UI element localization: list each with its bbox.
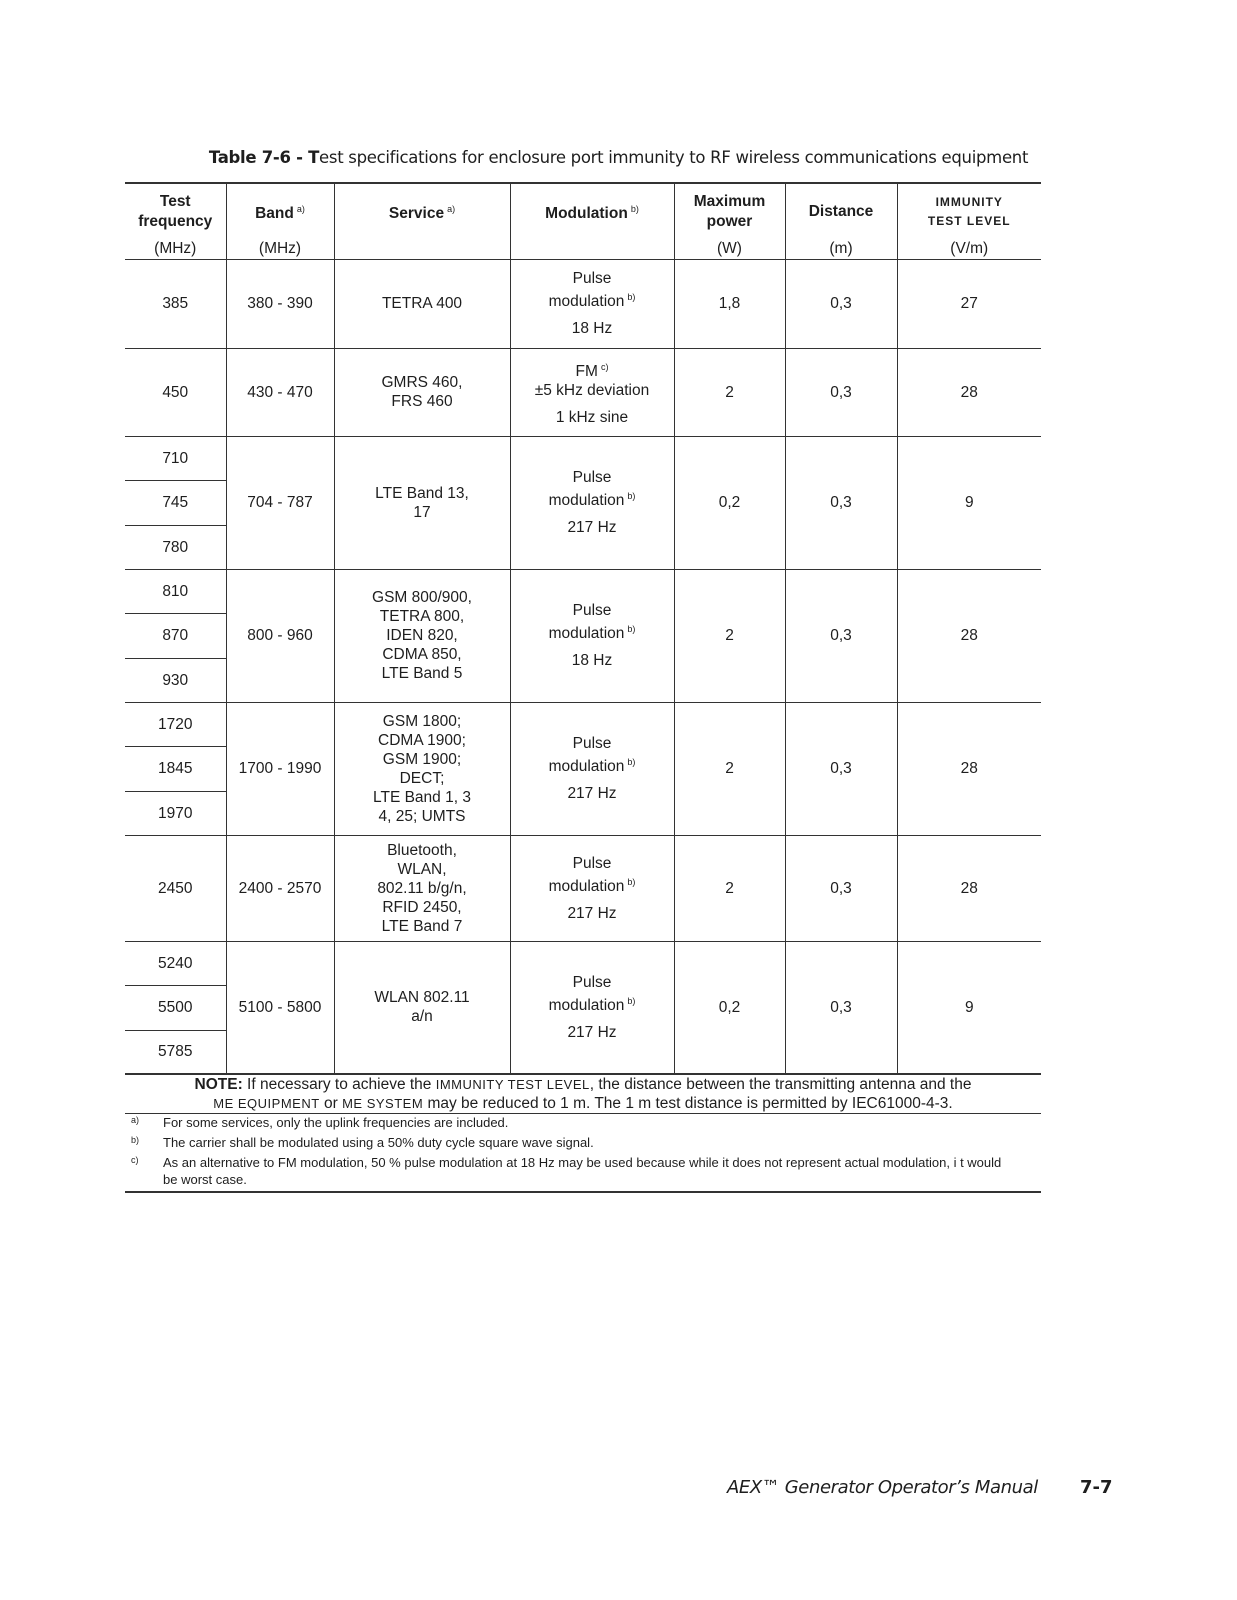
band-cell: 430 - 470 <box>226 348 334 436</box>
max-power-cell: 2 <box>674 348 785 436</box>
footnotes-cell <box>125 1114 1041 1193</box>
table-caption <box>0 148 1237 167</box>
test-frequency-cell: 450 <box>125 348 226 436</box>
service-line: GMRS 460, <box>381 374 463 391</box>
service-line: GSM 800/900, <box>372 589 472 606</box>
test-frequency-cell: 2450 <box>125 835 226 941</box>
table-row <box>125 702 1041 746</box>
service-line: CDMA 1900; <box>378 731 466 749</box>
header-max-power <box>674 183 785 239</box>
test-frequency-cell: 5240 <box>125 941 226 985</box>
immunity-spec-table <box>125 182 1041 1193</box>
modulation-sup: c) <box>600 361 609 372</box>
service-line: a/n <box>411 1008 433 1026</box>
max-power-cell: 2 <box>674 702 785 835</box>
note-text: , the distance between the transmitting antenna and the <box>589 1076 972 1093</box>
table-row <box>125 835 1041 941</box>
service-line: TETRA 800, <box>379 608 465 625</box>
band-cell: 5100 - 5800 <box>226 941 334 1074</box>
header-units-row <box>125 239 1041 259</box>
table-row <box>125 436 1041 480</box>
header-service-label: Service <box>388 204 445 222</box>
max-power-cell: 2 <box>674 569 785 702</box>
test-frequency-cell: 385 <box>125 259 226 348</box>
modulation-line: Pulse <box>572 735 612 752</box>
note-row <box>125 1074 1041 1114</box>
immunity-level-cell: 9 <box>897 941 1041 1074</box>
immunity-level-cell: 28 <box>897 702 1041 835</box>
service-line: LTE Band 5 <box>381 665 463 682</box>
footnotes-row <box>125 1114 1041 1193</box>
service-cell <box>334 348 510 436</box>
modulation-cell <box>510 259 674 348</box>
caption-rest: est specifications for enclosure port immunity to RF wireless communications equipment <box>319 148 1029 167</box>
service-line: TETRA 400 <box>381 295 463 312</box>
header-test-frequency-line2: frequency <box>138 212 213 230</box>
test-frequency-cell: 930 <box>125 658 226 702</box>
modulation-sup: b) <box>627 757 636 767</box>
unit-band: (MHz) <box>226 239 334 259</box>
test-frequency-cell: 780 <box>125 525 226 569</box>
service-line: 4, 25; UMTS <box>378 807 466 825</box>
modulation-sup: b) <box>627 292 636 302</box>
footnote-text: The carrier shall be modulated using a 50% duty cycle square wave signal. <box>163 1135 594 1150</box>
service-line: LTE Band 1, 3 <box>373 788 471 806</box>
modulation-line: modulation $^{b)}$ <box>548 876 636 895</box>
immunity-level-cell: 28 <box>897 835 1041 941</box>
service-line: DECT; <box>399 769 445 787</box>
modulation-line: Pulse <box>572 270 612 287</box>
band-cell: 1700 - 1990 <box>226 702 334 835</box>
distance-cell: 0,3 <box>785 835 897 941</box>
unit-immunity: (V/m) <box>950 240 989 258</box>
modulation-cell <box>510 941 674 1074</box>
unit-max-power: (W) <box>674 239 785 259</box>
note-cell <box>125 1074 1041 1114</box>
table-row <box>125 348 1041 436</box>
caption-prefix: Table 7-6 - T <box>208 148 320 167</box>
unit-modulation <box>510 239 674 259</box>
modulation-line: 217 Hz <box>567 785 617 802</box>
service-line: FRS 460 <box>391 393 453 410</box>
note-line2 <box>125 1094 1041 1113</box>
footnote-mark: b) <box>131 1135 140 1145</box>
modulation-sup: b) <box>627 491 636 501</box>
service-cell <box>334 259 510 348</box>
header-band <box>226 183 334 239</box>
note-text: If necessary to achieve the <box>242 1076 436 1093</box>
modulation-line: 217 Hz <box>567 519 617 536</box>
header-immunity <box>897 183 1041 239</box>
note-text: may be reduced to 1 m. The 1 m test distance is permitted by IEC61000-4-3. <box>423 1095 953 1112</box>
header-band-label: Band <box>255 204 294 222</box>
service-cell <box>334 569 510 702</box>
footer-page-number: 7-7 <box>1080 1477 1113 1498</box>
modulation-sup: b) <box>627 995 636 1006</box>
distance-cell: 0,3 <box>785 941 897 1074</box>
modulation-line: Pulse <box>572 854 612 872</box>
service-cell <box>334 702 510 835</box>
header-immunity-line1: IMMUNITY <box>935 194 1003 209</box>
service-line: 17 <box>413 503 431 521</box>
max-power-cell: 1,8 <box>674 259 785 348</box>
modulation-line: 18 Hz <box>571 652 613 669</box>
header-distance-label: Distance <box>808 202 874 220</box>
band-cell: 380 - 390 <box>226 259 334 348</box>
footer-manual-title: AEX™ Generator Operator’s Manual <box>727 1477 1038 1498</box>
header-test-frequency <box>125 183 226 239</box>
note-smallcaps: ME SYSTEM <box>342 1096 424 1111</box>
service-line: CDMA 850, <box>382 646 462 663</box>
immunity-level-cell: 9 <box>897 436 1041 569</box>
service-line: IDEN 820, <box>386 627 458 644</box>
modulation-line: Pulse <box>572 469 612 486</box>
unit-test-frequency: (MHz) <box>125 239 226 259</box>
test-frequency-cell: 1970 <box>125 791 226 835</box>
footnote <box>125 1154 1041 1188</box>
header-test-frequency-line1: Test <box>159 192 191 210</box>
modulation-line: modulation $^{b)}$ <box>548 757 636 775</box>
modulation-cell <box>510 835 674 941</box>
modulation-line: ±5 kHz deviation <box>534 381 650 399</box>
test-frequency-cell: 1720 <box>125 702 226 746</box>
header-service <box>334 183 510 239</box>
modulation-cell <box>510 436 674 569</box>
test-frequency-cell: 870 <box>125 613 226 658</box>
distance-cell: 0,3 <box>785 348 897 436</box>
test-frequency-cell: 745 <box>125 480 226 525</box>
note-text: or <box>319 1095 343 1112</box>
distance-cell: 0,3 <box>785 259 897 348</box>
footnote-text: For some services, only the uplink frequencies are included. <box>163 1115 509 1130</box>
footnote-mark: a) <box>131 1115 140 1125</box>
modulation-line: Pulse <box>572 602 612 619</box>
note-smallcaps: ME EQUIPMENT <box>213 1096 320 1111</box>
table-row <box>125 941 1041 985</box>
max-power-cell: 0,2 <box>674 941 785 1074</box>
header-row <box>125 183 1041 239</box>
header-band-sup: a) <box>296 203 305 214</box>
header-modulation-sup: b) <box>630 203 639 214</box>
note-label: NOTE: <box>194 1076 243 1093</box>
test-frequency-cell: 1845 <box>125 746 226 791</box>
note-line1 <box>125 1075 1041 1094</box>
table-row <box>125 259 1041 348</box>
band-cell: 704 - 787 <box>226 436 334 569</box>
service-line: Bluetooth, <box>387 841 457 859</box>
modulation-line: modulation $^{b)}$ <box>548 292 636 310</box>
modulation-cell <box>510 348 674 436</box>
unit-service <box>334 239 510 259</box>
modulation-sup: b) <box>627 876 636 887</box>
modulation-line: 217 Hz <box>567 904 617 922</box>
service-line: 802.11 b/g/n, <box>377 879 467 897</box>
footnote <box>125 1114 1041 1131</box>
unit-distance: (m) <box>785 239 897 259</box>
modulation-line: FM $^{c)}$ <box>575 361 609 380</box>
footnote-text: As an alternative to FM modulation, 50 % pulse modulation at 18 Hz may be used because while it does not represent actual modulation, i t would be worst case. <box>163 1155 1002 1187</box>
max-power-cell: 0,2 <box>674 436 785 569</box>
distance-cell: 0,3 <box>785 569 897 702</box>
header-max-power-line1: Maximum <box>693 192 766 210</box>
header-modulation <box>510 183 674 239</box>
header-immunity-line2: TEST LEVEL <box>927 213 1011 228</box>
modulation-line: Pulse <box>572 973 612 991</box>
modulation-line: modulation $^{b)}$ <box>548 624 636 642</box>
service-cell <box>334 436 510 569</box>
service-line: WLAN, <box>397 860 447 878</box>
immunity-level-cell: 27 <box>897 259 1041 348</box>
modulation-sup: b) <box>627 624 636 634</box>
service-cell <box>334 941 510 1074</box>
modulation-line: 1 kHz sine <box>555 408 629 426</box>
service-line: GSM 1800; <box>382 712 462 730</box>
service-line: RFID 2450, <box>382 898 462 916</box>
modulation-line: 18 Hz <box>571 320 613 337</box>
band-cell: 2400 - 2570 <box>226 835 334 941</box>
service-line: LTE Band 13, <box>375 484 469 502</box>
distance-cell: 0,3 <box>785 436 897 569</box>
header-max-power-line2: power <box>706 212 753 230</box>
service-cell <box>334 835 510 941</box>
table-row <box>125 569 1041 613</box>
test-frequency-cell: 5500 <box>125 985 226 1030</box>
service-line: LTE Band 7 <box>381 917 463 935</box>
test-frequency-cell: 810 <box>125 569 226 613</box>
immunity-level-cell: 28 <box>897 569 1041 702</box>
note-smallcaps: IMMUNITY TEST LEVEL <box>435 1077 590 1092</box>
footnote-mark: c) <box>131 1155 139 1165</box>
service-line: WLAN 802.11 <box>374 989 470 1007</box>
test-frequency-cell: 710 <box>125 436 226 480</box>
immunity-level-cell: 28 <box>897 348 1041 436</box>
modulation-cell <box>510 569 674 702</box>
modulation-line: 217 Hz <box>567 1023 617 1041</box>
modulation-line: modulation $^{b)}$ <box>548 491 636 509</box>
service-line: GSM 1900; <box>382 750 462 768</box>
modulation-line: modulation $^{b)}$ <box>548 995 636 1014</box>
test-frequency-cell: 5785 <box>125 1030 226 1074</box>
header-service-sup: a) <box>447 203 456 214</box>
header-modulation-label: Modulation <box>545 204 628 222</box>
modulation-cell <box>510 702 674 835</box>
max-power-cell: 2 <box>674 835 785 941</box>
footnote <box>125 1134 1041 1151</box>
header-distance <box>785 183 897 239</box>
distance-cell: 0,3 <box>785 702 897 835</box>
band-cell: 800 - 960 <box>226 569 334 702</box>
